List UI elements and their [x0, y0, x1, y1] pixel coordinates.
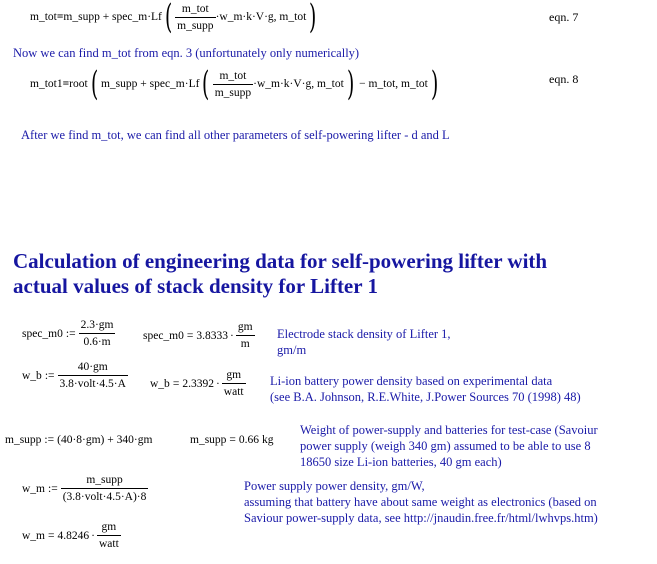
section-heading-line2: actual values of stack density for Lifter 1: [13, 274, 378, 298]
wm-def-lhs: w_m: [22, 482, 45, 495]
spec-desc-1: Electrode stack density of Lifter 1,: [277, 327, 451, 341]
wb-def-lhs: w_b: [22, 369, 42, 382]
eq8-tail: − m_tot, m_tot: [359, 78, 428, 90]
wm-desc-3: Saviour power-supply data, see http://jnaudin.free.fr/html/lwhvps.htm): [244, 511, 598, 525]
wb-desc-2: (see B.A. Johnson, R.E.White, J.Power Sources 70 (1998) 48): [270, 390, 581, 404]
spec-def-fraction: [79, 318, 116, 349]
msupp-result: m_supp = 0.66 kg: [190, 434, 274, 446]
wm-def-num: m_supp: [86, 474, 123, 486]
eq8-numerator: m_tot: [219, 69, 247, 82]
wb-desc-1: Li-ion battery power density based on experimental data: [270, 374, 553, 388]
spec-desc-2: gm/m: [277, 343, 307, 357]
section-heading-line1: Calculation of engineering data for self-powering lifter with: [13, 249, 548, 273]
wb-res-unit: [222, 368, 246, 399]
msupp-desc-1: Weight of power-supply and batteries for test-case (Savoiur: [300, 423, 598, 437]
spec-unit-num: gm: [237, 321, 253, 333]
spec-unit-den: m: [236, 335, 255, 351]
wm-definition: w_m := $\frac{\text{m\_supp}}{\text{(3.8·volt·4.5·A)·8}}$: [22, 474, 147, 503]
eq7-rhs-post: ·w_m·k·V·g, m_tot: [215, 11, 307, 23]
spec-res-unit: [236, 320, 255, 351]
wb-def-fraction: [58, 360, 128, 391]
msupp-res-value: 0.66: [238, 434, 260, 446]
msupp-def-lhs: m_supp: [5, 434, 42, 446]
spec-def-den: 0.6·m: [79, 333, 116, 349]
wm-res-value: 4.8246: [57, 529, 90, 542]
spec-res-value: 3.8333: [196, 329, 229, 342]
msupp-def-rhs: (40·8·gm) + 340·gm: [57, 434, 153, 446]
eq7-rhs-pre: m_supp + spec_m·Lf: [63, 11, 162, 23]
wm-res-unit: [97, 520, 121, 551]
eq8-label: eqn. 8: [549, 72, 579, 86]
after-note: After we find m_tot, we can find all other parameters of self-powering lifter - d and L: [21, 128, 450, 142]
eq7-label: eqn. 7: [549, 10, 579, 24]
wm-result: w_m = 4.8246 · $\frac{gm}{\text{watt}}$: [22, 521, 119, 550]
eq8-func: root: [69, 78, 88, 90]
msupp-res-lhs: m_supp: [190, 434, 227, 446]
wm-res-lhs: w_m: [22, 529, 45, 542]
wm-def-den: (3.8·volt·4.5·A)·8: [61, 488, 149, 504]
wb-res-value: 2.3392: [182, 377, 214, 390]
msupp-desc-3: 18650 size Li-ion batteries, 40 gm each): [300, 455, 502, 469]
wb-unit-num: gm: [226, 369, 242, 381]
wm-def-fraction: [61, 473, 149, 504]
spec-def-lhs: spec_m0: [22, 327, 63, 340]
wm-unit-num: gm: [101, 521, 117, 533]
wm-desc-1: Power supply power density, gm/W,: [244, 479, 425, 493]
spec-result: spec_m0 = 3.8333 · $\frac{gm}{m}$: [143, 321, 253, 350]
wb-unit-den: watt: [222, 383, 246, 399]
eq7-numerator: m_tot: [181, 2, 209, 15]
equation-7: m_tot = m_supp + spec_m·Lf ( $\frac{\text{m\_tot}}{\text{m\_supp}}$ ·w_m·k·V·g, m_tot ): [30, 0, 317, 37]
eq7-lhs: m_tot: [30, 11, 57, 23]
wb-res-lhs: w_b: [150, 377, 170, 390]
wb-definition: w_b := $\frac{40\cdot gm}{\text{3.8·volt·4.5·A}}$: [22, 361, 126, 390]
wb-def-num: 40·gm: [77, 361, 108, 373]
eq8-fraction: [213, 69, 253, 100]
wm-desc-2: assuming that battery have about same weight as electronics (based on: [244, 495, 597, 509]
eq7-fraction: [175, 2, 215, 33]
numeric-note: Now we can find m_tot from eqn. 3 (unfortunately only numerically): [13, 46, 360, 60]
equation-8: m_tot1 = root ( m_supp + spec_m·Lf ( $\frac{\text{m\_tot}}{\text{m\_supp}}$ ·w_m·k·V·g, m_tot ) − m_tot, m_tot ): [30, 64, 439, 104]
eq8-rhs-post: ·w_m·k·V·g, m_tot: [253, 78, 344, 90]
eq8-lhs: m_tot1: [30, 78, 63, 90]
wb-result: w_b = 2.3392 · $\frac{gm}{\text{watt}}$: [150, 369, 244, 398]
eq8-denominator: m_supp: [213, 84, 253, 100]
spec-def-num: 2.3·gm: [80, 319, 114, 331]
msupp-desc-2: power supply (weigh 340 gm) assumed to be able to use 8: [300, 439, 591, 453]
wb-def-den: 3.8·volt·4.5·A: [58, 375, 128, 391]
spec-res-lhs: spec_m0: [143, 329, 184, 342]
eq7-denominator: m_supp: [175, 17, 215, 33]
msupp-definition: m_supp := (40·8·gm) + 340·gm: [5, 434, 153, 446]
wm-unit-den: watt: [97, 535, 121, 551]
eq8-rhs-pre: m_supp + spec_m·Lf: [100, 78, 200, 90]
msupp-res-unit: kg: [262, 434, 274, 446]
spec-definition: spec_m0 := $\frac{2.3\cdot gm}{0.6\cdot m}$: [22, 319, 114, 348]
